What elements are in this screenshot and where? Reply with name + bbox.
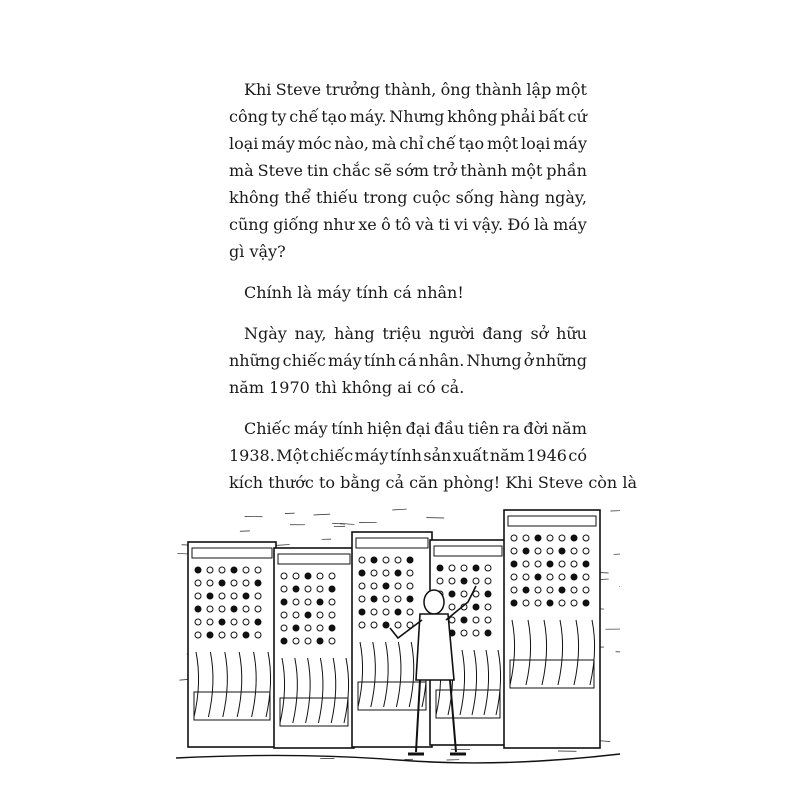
dial [305,625,311,631]
dial [219,632,225,638]
dial [571,600,577,606]
dial [511,574,517,580]
dial [395,622,401,628]
dial [511,561,517,567]
dial [383,583,389,589]
dial [243,567,249,573]
text-line: Chính là máy tính cá nhân! [244,283,464,302]
dial [523,600,529,606]
dial [583,548,589,554]
computer-cabinet [504,510,600,748]
dial [359,583,365,589]
dial [195,567,201,573]
dial [571,587,577,593]
paragraph-gap [229,306,587,320]
dial [535,587,541,593]
dial [583,587,589,593]
dial [523,548,529,554]
dial [473,578,479,584]
dial [219,619,225,625]
text-line: Ngày nay, hàng triệu người đang sở hữu [244,324,587,343]
dial [231,593,237,599]
dial [329,599,335,605]
dial [317,638,323,644]
dial [571,574,577,580]
dial [281,599,287,605]
dial [571,535,577,541]
dial [243,619,249,625]
dial [293,599,299,605]
dial [329,573,335,579]
dial [407,557,413,563]
dial [383,622,389,628]
dial [281,638,287,644]
dial [395,596,401,602]
dial [485,578,491,584]
dial [195,606,201,612]
text-line: Chiếc máy tính hiện đại đầu tiên ra đời năm [244,419,587,438]
dial [473,617,479,623]
text-line: công ty chế tạo máy. Nhưng không phải bất cứ [229,107,587,126]
dial [437,565,443,571]
hatch-stroke [610,510,620,511]
dial [207,619,213,625]
text-line: kích thước to bằng cả căn phòng! Khi Steve còn là [229,473,637,492]
dial [485,630,491,636]
text-line: cũng giống như xe ô tô và ti vi vậy. Đó là máy [229,215,587,234]
dial [255,632,261,638]
dial [485,604,491,610]
dial [195,593,201,599]
dial [559,587,565,593]
dial [383,557,389,563]
paragraph-gap [229,401,587,415]
dial [329,625,335,631]
dial [195,632,201,638]
dial [231,619,237,625]
dial [523,574,529,580]
dial [219,606,225,612]
dial [383,609,389,615]
dial [293,638,299,644]
text-line: loại máy móc nào, mà chỉ chế tạo một loại máy [229,134,587,153]
dial [511,587,517,593]
dial [559,561,565,567]
dial [359,570,365,576]
text-line: những chiếc máy tính cá nhân. Nhưng ở những [229,351,587,370]
dial [547,600,553,606]
text-line: gì vậy? [229,242,286,261]
dial [485,617,491,623]
paragraph-gap [229,265,587,279]
dial [243,580,249,586]
dial [395,557,401,563]
dial [371,557,377,563]
dial [317,612,323,618]
dial [305,599,311,605]
text-line: Khi Steve trưởng thành, ông thành lập một [244,80,587,99]
dial [547,535,553,541]
dial [207,593,213,599]
dial [371,583,377,589]
dial [281,625,287,631]
dial [449,604,455,610]
dial [329,586,335,592]
dial [535,535,541,541]
text-line: năm 1970 thì không ai có cả. [229,378,465,397]
hatch-stroke [619,586,620,587]
dial [535,574,541,580]
dial [571,561,577,567]
dial [231,632,237,638]
dial [293,625,299,631]
dial [329,638,335,644]
operator-torso [416,614,454,680]
dial [195,580,201,586]
floor-line [176,754,620,763]
dial [207,580,213,586]
dial [449,578,455,584]
dial [547,574,553,580]
dial [359,557,365,563]
dial [535,548,541,554]
dial [511,535,517,541]
dial [437,578,443,584]
dial [305,612,311,618]
early-computer-illustration [176,490,620,786]
dial [371,609,377,615]
body-text [229,76,637,496]
dial [485,565,491,571]
dial [461,565,467,571]
hatch-stroke [179,680,187,681]
dial [255,619,261,625]
dial [231,606,237,612]
dial [281,573,287,579]
dial [371,596,377,602]
dial [485,591,491,597]
dial [461,630,467,636]
dial [583,535,589,541]
dial [317,573,323,579]
dial [407,570,413,576]
dial [293,586,299,592]
dial [407,583,413,589]
dial [535,561,541,567]
dial [219,567,225,573]
dial [473,565,479,571]
dial [305,638,311,644]
dial [511,600,517,606]
dial [207,567,213,573]
dial [281,586,287,592]
hatch-stroke [275,545,289,546]
dial [359,596,365,602]
hatch-stroke [616,652,620,653]
dial [461,591,467,597]
dial [449,617,455,623]
dial [547,561,553,567]
dial [371,570,377,576]
dial [317,625,323,631]
dial [407,596,413,602]
dial [559,548,565,554]
text-line: 1938. Một chiếc máy tính sản xuất năm 1946 có [229,446,587,465]
dial [231,567,237,573]
dial [293,612,299,618]
dial [461,578,467,584]
dial [583,561,589,567]
dial [523,587,529,593]
hatch-stroke [392,509,406,510]
dial [473,604,479,610]
dial [461,617,467,623]
dial [195,619,201,625]
dial [449,591,455,597]
dial [571,548,577,554]
dial [583,574,589,580]
dial [383,570,389,576]
dial [219,580,225,586]
dial [383,596,389,602]
dial [359,622,365,628]
dial [559,600,565,606]
dial [219,593,225,599]
dial [395,570,401,576]
dial [281,612,287,618]
dial [511,548,517,554]
dial [395,609,401,615]
dial [559,574,565,580]
dial [243,632,249,638]
dial [407,609,413,615]
dial [547,587,553,593]
dial [359,609,365,615]
dial [523,561,529,567]
dial [523,535,529,541]
dial [317,599,323,605]
hatch-stroke [314,514,331,515]
dial [317,586,323,592]
dial [243,606,249,612]
dial [305,573,311,579]
dial [449,565,455,571]
hatch-stroke [614,554,620,555]
operator-head [424,590,444,614]
dial [305,586,311,592]
text-line: không thể thiếu trong cuộc sống hàng ngày, [229,188,587,207]
dial [583,600,589,606]
dial [559,535,565,541]
dial [207,606,213,612]
dial [535,600,541,606]
dial [255,567,261,573]
dial [255,580,261,586]
dial [547,548,553,554]
dial [231,580,237,586]
dial [473,630,479,636]
dial [293,573,299,579]
dial [255,606,261,612]
text-line: mà Steve tin chắc sẽ sớm trở thành một phần [229,161,587,180]
dial [395,583,401,589]
dial [329,612,335,618]
dial [255,593,261,599]
dial [371,622,377,628]
dial [243,593,249,599]
dial [207,632,213,638]
